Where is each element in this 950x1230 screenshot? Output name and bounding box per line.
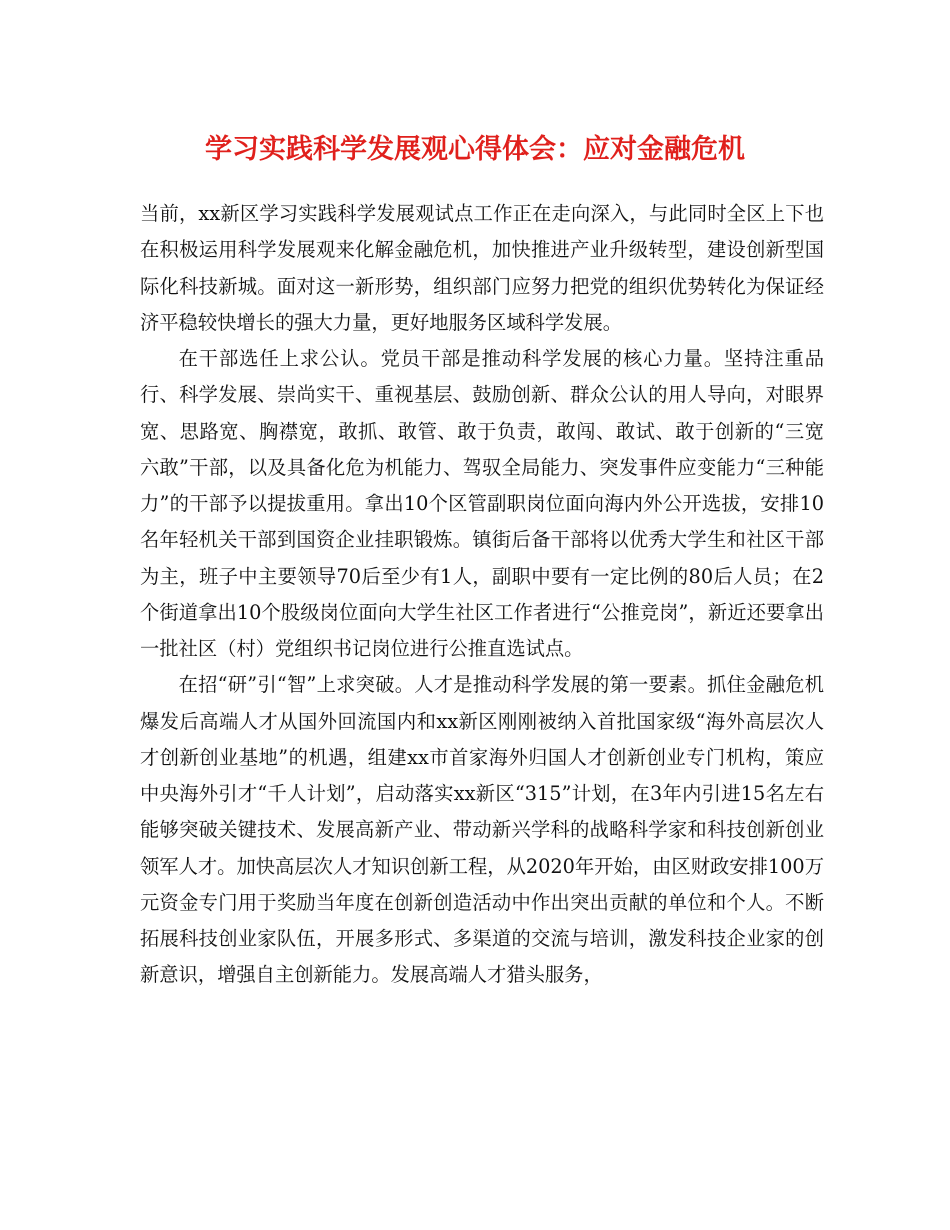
- paragraph-talent-recruitment: 在招“研”引“智”上求突破。人才是推动科学发展的第一要素。抓住金融危机爆发后高端人才从国外回流国内和xx新区刚刚被纳入首批国家级“海外高层次人才创新创业基地”的机遇，组建xx市首家海外归国人才创新创业专门机构，策应中央海外引才“千人计划”，启动落实xx新区“315”计划，在3年内引进15名左右能够突破关键技术、发展高新产业、带动新兴学科的战略科学家和科技创新创业领军人才。加快高层次人才知识创新工程，从2020年开始，由区财政安排100万元资金专门用于奖励当年度在创新创造活动中作出突出贡献的单位和个人。不断拓展科技创业家队伍，开展多形式、多渠道的交流与培训，激发科技企业家的创新意识，增强自主创新能力。发展高端人才猎头服务，: [140, 673, 824, 987]
- document-title: 学习实践科学发展观心得体会：应对金融危机: [205, 134, 745, 165]
- paragraph-intro: 当前，xx新区学习实践科学发展观试点工作正在走向深入，与此同时全区上下也在积极运用科学发展观来化解金融危机，加快推进产业升级转型，建设创新型国际化科技新城。面对这一新形势，组织部门应努力把党的组织优势转化为保证经济平稳较快增长的强大力量，更好地服务区域科学发展。: [140, 202, 824, 334]
- paragraph-cadre-selection: 在干部选任上求公认。党员干部是推动科学发展的核心力量。坚持注重品行、科学发展、崇尚实干、重视基层、鼓励创新、群众公认的用人导向，对眼界宽、思路宽、胸襟宽，敢抓、敢管、敢于负责，敢闯、敢试、敢于创新的“三宽六敢”干部，以及具备化危为机能力、驾驭全局能力、突发事件应变能力“三种能力”的干部予以提拔重用。拿出10个区管副职岗位面向海内外公开选拔，安排10名年轻机关干部到国资企业挂职锻炼。镇街后备干部将以优秀大学生和社区干部为主，班子中主要领导70后至少有1人，副职中要有一定比例的80后人员；在2个街道拿出10个股级岗位面向大学生社区工作者进行“公推竞岗”，新近还要拿出一批社区（村）党组织书记岗位进行公推直选试点。: [140, 347, 824, 660]
- document-body: [140, 196, 824, 994]
